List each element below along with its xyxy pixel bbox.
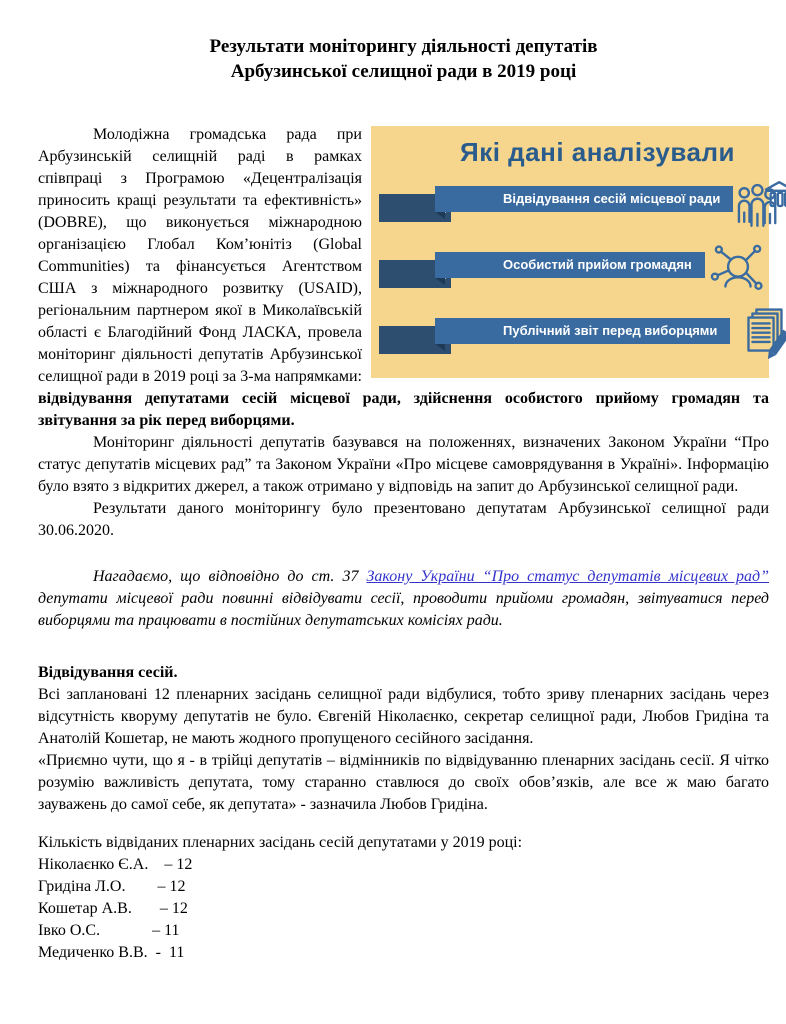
deputy-name: Ніколаєнко Є.А.: [38, 856, 149, 873]
person-network-icon: [705, 237, 771, 303]
attendance-row: [38, 920, 769, 942]
document-title: [38, 34, 769, 84]
results-paragraph: Результати даного моніторингу було презентовано депутатам Арбузинської селищної ради 30.06.2020.: [38, 500, 769, 539]
deputy-name: Івко О.С.: [38, 922, 101, 939]
intro-text: Молодіжна громадська рада при Арбузинській селищній раді в рамках співпраці з Програмою «Децентралізація приносить кращі результати та ефективність» (DOBRE), що виконується міжнародною організацією Глобал Ком’юнітіз (Global Communities) та фінансується Агентством США з міжнародного розвитку (USAID), регіональним партнером якої в Миколаївській області є Благодійний Фонд ЛАСКА, провела моніторинг діяльності депутатів Арбузинської селищної ради в 2019 році за 3-ма напрямками:: [38, 126, 362, 385]
intro-text-bold: відвідування депутатами сесій місцевої ради, здійснення особистого прийому громадян та звітування за рік перед виборцями.: [38, 390, 769, 429]
reminder-post-text: депутати місцевої ради повинні відвідувати сесії, проводити прийоми громадян, звітуватися перед виборцями та працювати в постійних депутатських комісіях ради.: [38, 590, 769, 629]
reminder-pre-text: Нагадаємо, що відповідно до ст. 37: [93, 568, 367, 585]
infographic: [371, 126, 769, 378]
sessions-count: 12: [169, 878, 186, 895]
attendance-row: [38, 876, 769, 898]
attendance-caption: Кількість відвіданих пленарних засідань сесій депутатами у 2019 році:: [38, 834, 523, 851]
dash-separator: –: [148, 856, 177, 873]
dash-separator: –: [131, 900, 172, 917]
dash-separator: -: [147, 944, 169, 961]
infographic-row-2: [379, 244, 757, 296]
document-title-line1: Результати моніторингу діяльності депутатів: [209, 36, 598, 57]
infographic-title: Які дані аналізували: [460, 137, 735, 167]
deputy-name: Кошетар А.В.: [38, 900, 132, 917]
people-building-icon: [733, 171, 786, 237]
deputy-name: Медиченко В.В.: [38, 944, 148, 961]
deputy-name: Гридіна Л.О.: [38, 878, 126, 895]
attendance-row: [38, 898, 769, 920]
infographic-banner-label: Відвідування сесій місцевої ради: [435, 186, 733, 212]
sessions-count: 11: [164, 922, 180, 939]
document-title-line2: Арбузинської селищної ради в 2019 році: [230, 61, 577, 82]
attendance-list: [38, 832, 769, 964]
dash-separator: –: [125, 878, 170, 895]
sessions-count: 12: [171, 900, 188, 917]
infographic-banner-label: Публічний звіт перед виборцями: [435, 318, 730, 344]
law-status-deputies-link[interactable]: Закону України “Про статус депутатів місцевих рад”: [366, 568, 770, 585]
reminder-paragraph: [38, 566, 769, 632]
infographic-rows: [371, 168, 769, 362]
sessions-paragraph: Всі заплановані 12 пленарних засідань селищної ради відбулися, тобто зриву пленарних засідань через відсутність кворуму депутатів не було. Євгеній Ніколаєнко, секретар селищної ради, Любов Гридіна та Анатолій Кошетар, не мають жодного пропущеного сесійного засідання.: [38, 686, 769, 747]
infographic-row-1: [379, 178, 757, 230]
sessions-heading: Відвідування сесій.: [38, 664, 178, 681]
basis-paragraph: Моніторинг діяльності депутатів базувався на положеннях, визначених Законом України “Про статус депутатів місцевих рад” та Законом України «Про місцеве самоврядування в Україні». Інформацію було взято з відкритих джерел, а також отримано у відповідь на запит до Арбузинської селищної ради.: [38, 434, 769, 495]
sessions-count: 11: [168, 944, 185, 961]
attendance-row: [38, 854, 769, 876]
sessions-count: 12: [176, 856, 193, 873]
attendance-row: [38, 942, 769, 964]
documents-pencil-icon: [730, 303, 786, 369]
dash-separator: –: [100, 922, 165, 939]
intro-paragraph: [38, 124, 769, 432]
deputy-quote-paragraph: «Приємно чути, що я - в трійці депутатів – відмінників по відвідуванню пленарних засідань сесії. Я чітко розумію важливість депутата, тому старанно ставлюся до своїх обов’язків, але все ж маю багато зауважень до самої себе, як депутата» - зазначила Любов Гридіна.: [38, 752, 769, 813]
infographic-banner-label: Особистий прийом громадян: [435, 252, 705, 278]
infographic-row-3: [379, 310, 757, 362]
